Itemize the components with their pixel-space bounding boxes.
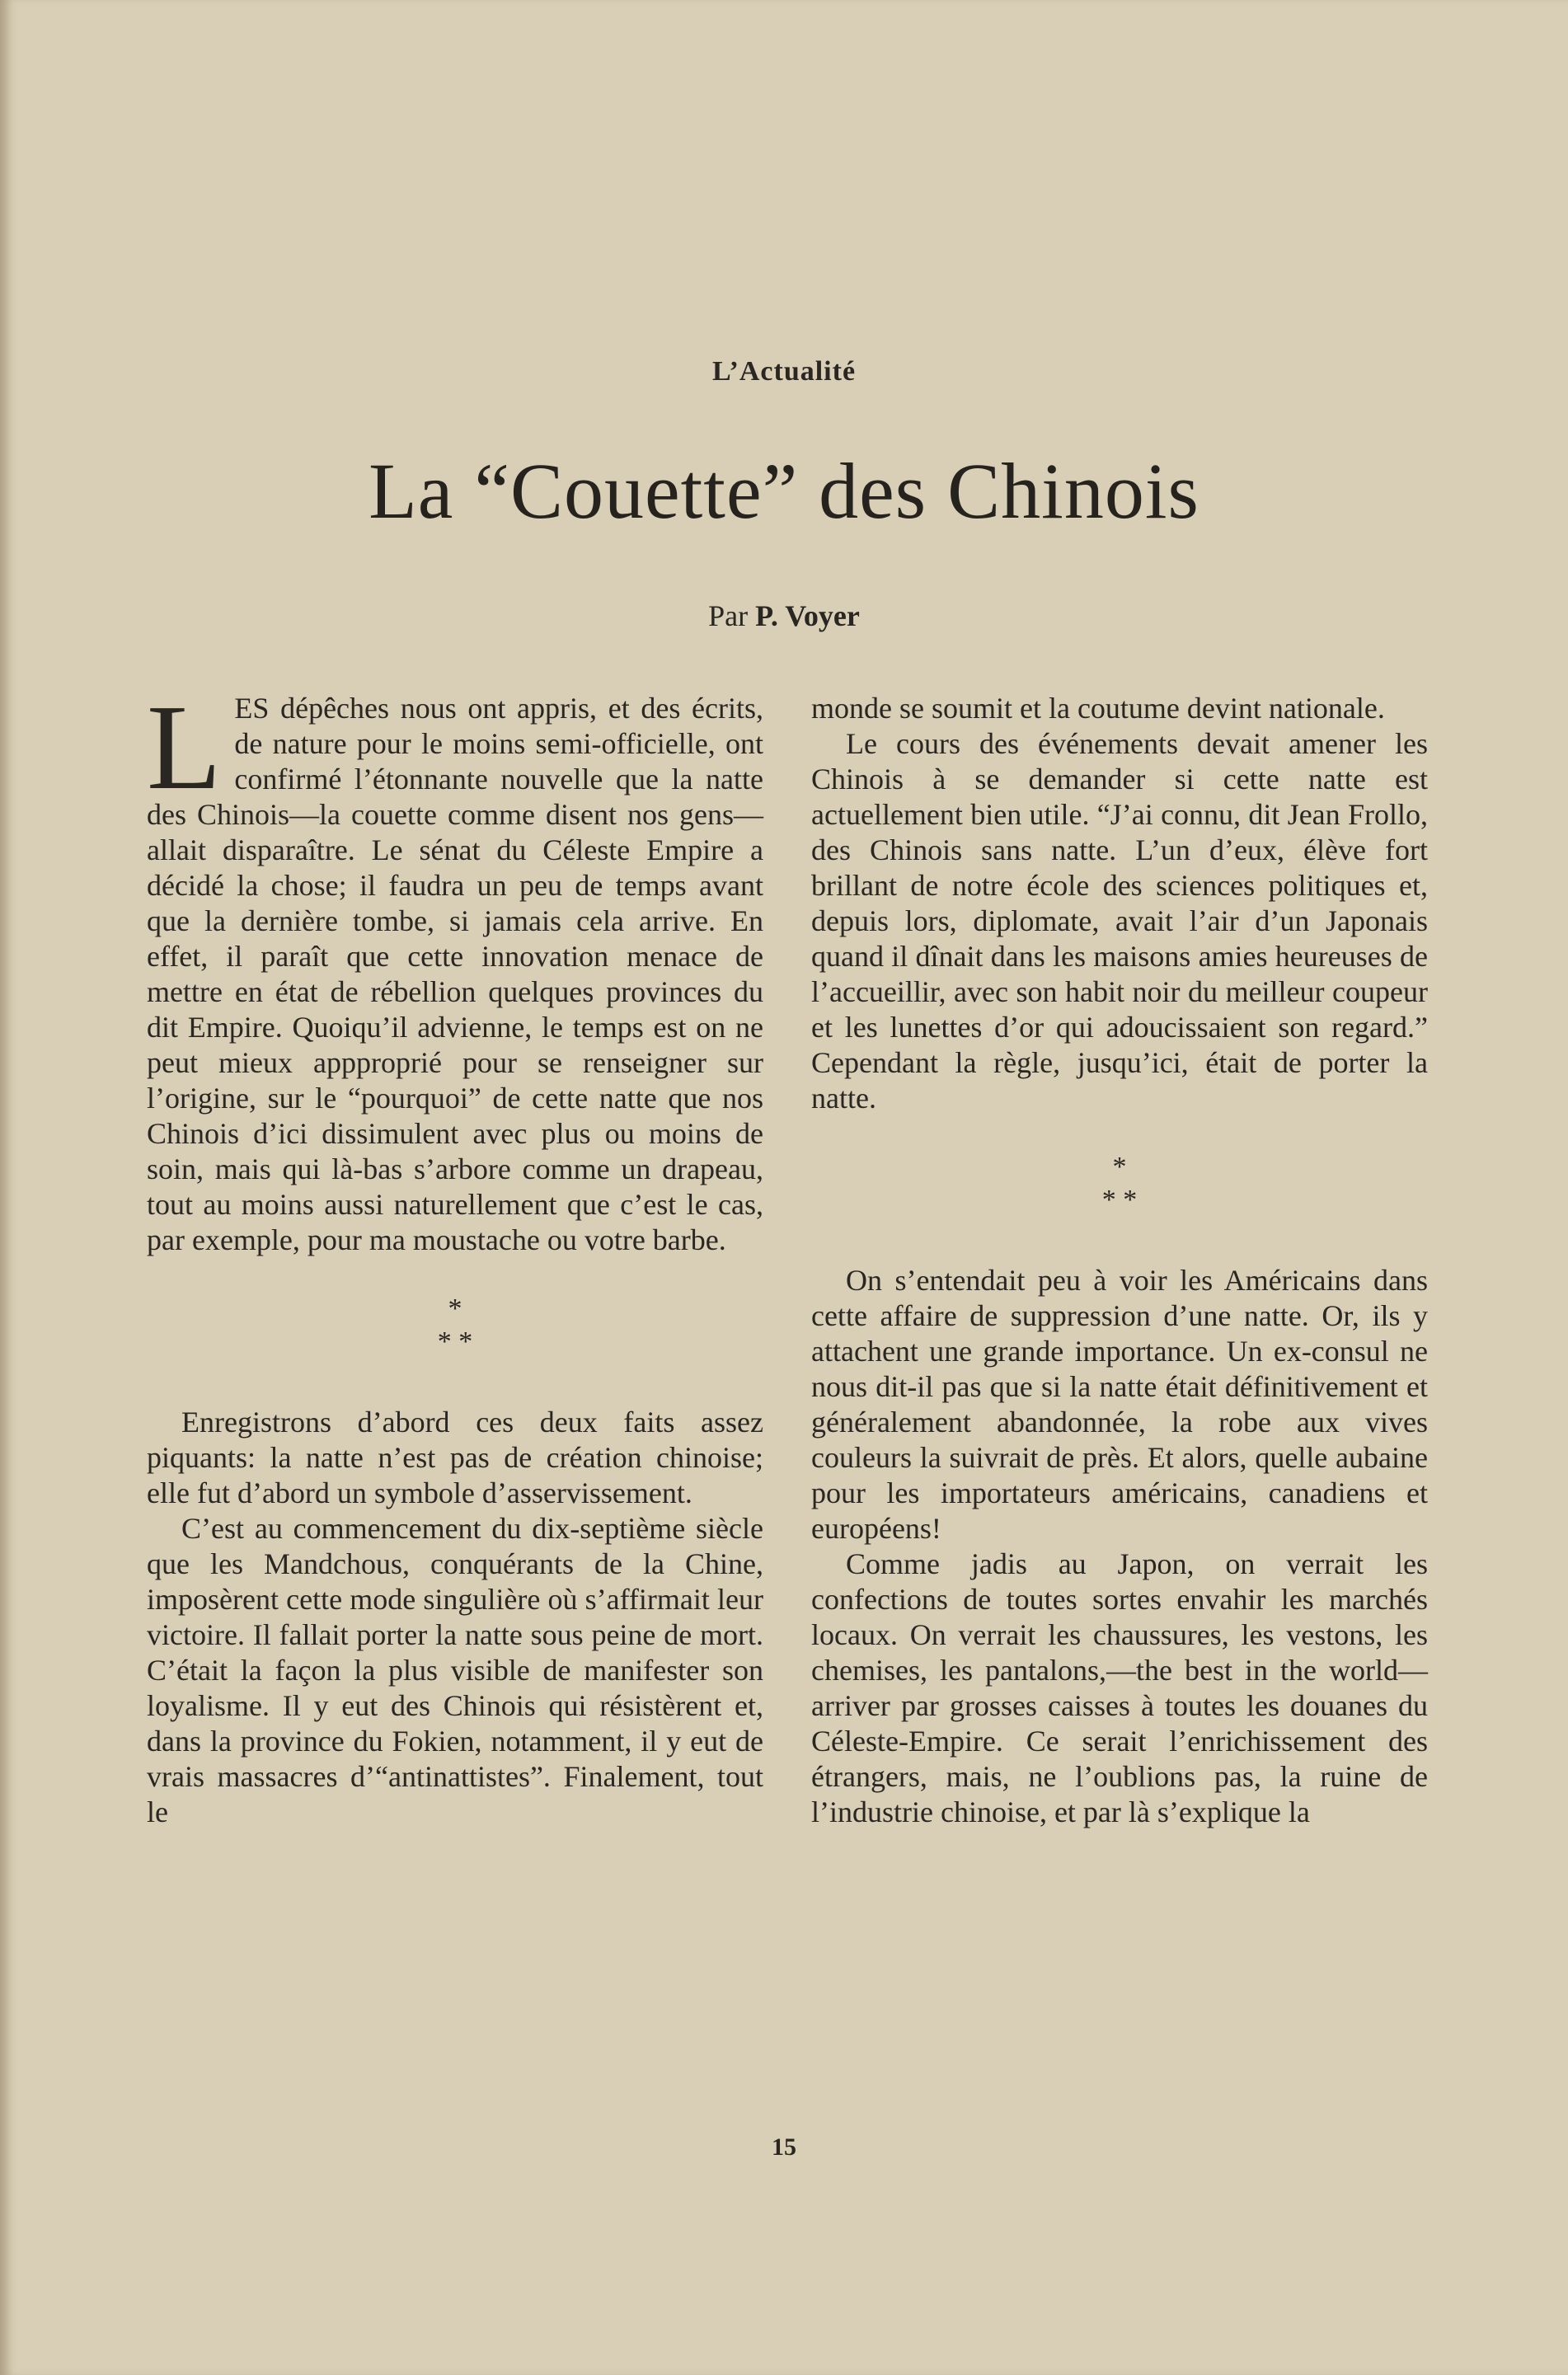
asterism-bottom: * * — [1101, 1185, 1138, 1215]
paragraph: monde se soumit et la coutume devint nationale. — [811, 692, 1385, 725]
byline-prefix: Par — [708, 599, 749, 632]
asterism-top: * — [448, 1293, 462, 1324]
drop-cap: L — [147, 680, 222, 815]
byline — [0, 598, 1568, 633]
article-title: La “Couette” des Chinois — [369, 447, 1199, 535]
paragraph: Le cours des événements devait amener les Chinois à se demander si cette natte est actuellement bien utile. “J’ai connu, dit Jean Frollo, des Chinois sans natte. L’un d’eux, élève fort brillant de notre école des sciences politiques et, depuis lors, diplomate, avait l’air d’un Japonais quand il dînait dans les maisons amies heureuses de l’accueillir, avec son habit noir du meilleur coupeur et les lunettes d’or qui adoucissaient son regard.” Cependant la règle, jusqu’ici, était de porter la natte. — [811, 727, 1428, 1115]
paragraph — [147, 680, 763, 1258]
paragraph: Comme jadis au Japon, on verrait les confections de toutes sortes envahir les marchés locaux. On verrait les chaussures, les vestons, les chemises, les pantalons,—the best in the world— arriver par grosses caisses à toutes les douanes du Céleste-Empire. Ce serait l’enrichissement des étrangers, mais, ne l’oublions pas, la ruine de l’industrie chinoise, et par là s’explique la — [811, 1547, 1428, 1828]
section-break-asterism — [147, 1293, 763, 1359]
left-column — [147, 680, 763, 1830]
asterism-bottom: * * — [437, 1326, 473, 1357]
paragraph: C’est au commencement du dix-septième siècle que les Mandchous, conquérants de la Chine, imposèrent cette mode singulière où s’affirmait leur victoire. Il fallait porter la natte sous peine de mort. C’était la façon la plus visible de manifester son loyalisme. Il y eut des Chinois qui résistèrent et, dans la province du Fokien, notamment, il y eut de vrais massacres d’“antinattistes”. Finalement, tout le — [147, 1512, 763, 1828]
section-heading: L’Actualité — [711, 356, 857, 387]
page-number: 15 — [772, 2133, 796, 2161]
paragraph: On s’entendait peu à voir les Américains dans cette affaire de suppression d’une natte. Or, ils y attachent une grande importance. Un ex-consul ne nous dit-il pas que si la natte était définitivement et généralement abandonnée, la robe aux vives couleurs la suivrait de près. Et alors, quelle aubaine pour les importateurs américains, canadiens et européens! — [811, 1264, 1428, 1545]
right-column — [811, 691, 1428, 1830]
paragraph-text: ES dépêches nous ont appris, et des écrits, de nature pour le moins semi-officielle, ont confirmé l’étonnante nouvelle que la natte des Chinois—la couette comme disent nos gens— allait disparaître. Le sénat du Céleste Empire a décidé la chose; il faudra un peu de temps avant que la dernière tombe, si jamais cela arrive. En effet, il paraît que cette innovation menace de mettre en état de rébellion quelques provinces du dit Empire. Quoiqu’il advienne, le temps est on ne peut mieux appproprié pour se renseigner sur l’origine, sur le “pourquoi” de cette natte que nos Chinois d’ici dissimulent avec plus ou moins de soin, mais qui là-bas s’arbore comme un drapeau, tout au moins aussi naturellement que c’est le cas, par exemple, pour ma moustache ou votre barbe. — [147, 692, 763, 1256]
paragraph: Enregistrons d’abord ces deux faits assez piquants: la natte n’est pas de création chinoise; elle fut d’abord un symbole d’asservissement. — [147, 1406, 763, 1509]
section-break-asterism — [811, 1151, 1428, 1217]
asterism-top: * — [1112, 1152, 1127, 1182]
author-name: P. Voyer — [755, 599, 860, 632]
